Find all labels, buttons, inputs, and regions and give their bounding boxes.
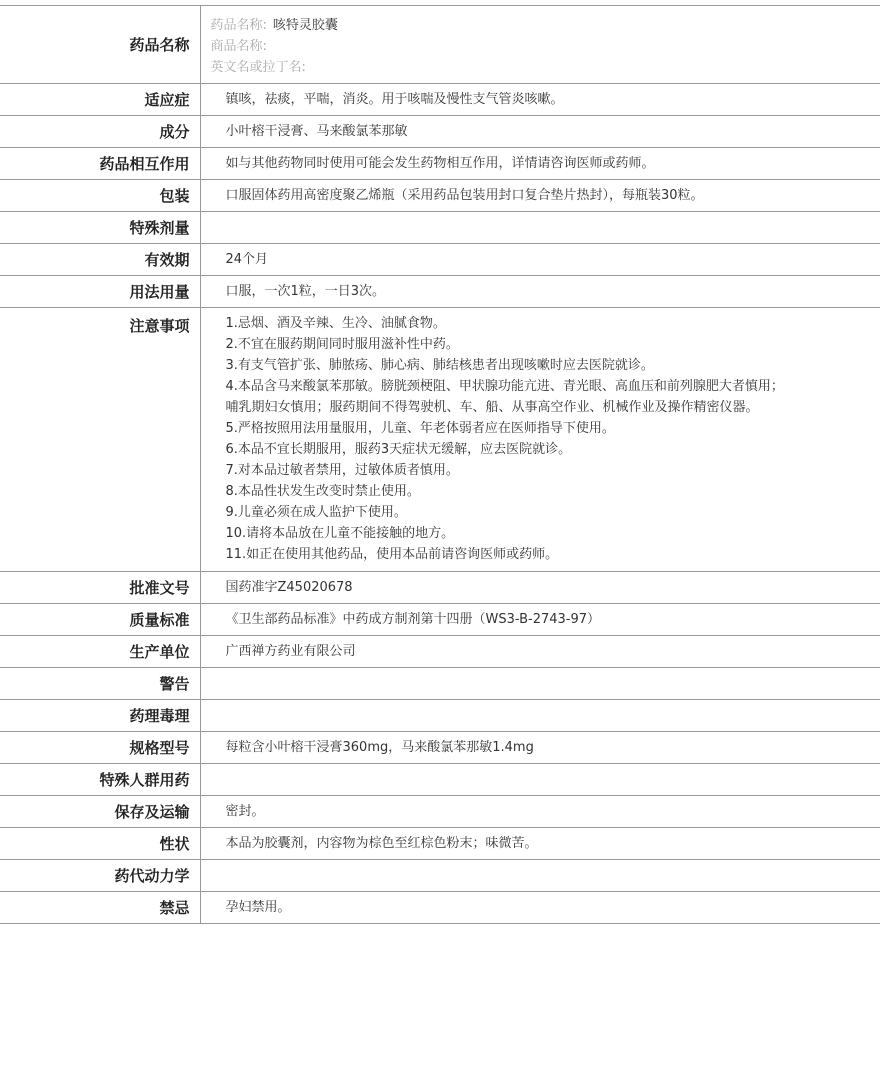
label-warning: 警告 xyxy=(0,668,200,700)
value-approval-number: 国药准字Z45020678 xyxy=(200,572,880,604)
row-contraindications xyxy=(0,892,880,924)
value-packaging: 口服固体药用高密度聚乙烯瓶（采用药品包装用封口复合垫片热封），每瓶装30粒。 xyxy=(200,180,880,212)
row-drug-name xyxy=(0,6,880,84)
row-usage-dosage xyxy=(0,276,880,308)
precaution-item-5: 5.严格按照用法用量服用，儿童、年老体弱者应在医师指导下使用。 xyxy=(225,421,615,436)
precaution-item-7: 7.对本品过敏者禁用，过敏体质者慎用。 xyxy=(225,463,459,478)
row-special-dosage xyxy=(0,212,880,244)
trade-name-line xyxy=(211,36,880,57)
label-special-dosage: 特殊剂量 xyxy=(0,212,200,244)
value-special-populations xyxy=(200,764,880,796)
precaution-item-3: 3.有支气管扩张、肺脓疡、肺心病、肺结核患者出现咳嗽时应去医院就诊。 xyxy=(225,358,654,373)
label-storage-transport: 保存及运输 xyxy=(0,796,200,828)
generic-name-value: 咳特灵胶囊 xyxy=(272,18,338,33)
value-quality-standard: 《卫生部药品标准》中药成方制剂第十四册（WS3-B-2743-97） xyxy=(200,604,880,636)
value-ingredients: 小叶榕干浸膏、马来酸氯苯那敏 xyxy=(200,116,880,148)
precaution-item-6: 6.本品不宜长期服用，服药3天症状无缓解，应去医院就诊。 xyxy=(225,442,572,457)
row-storage-transport xyxy=(0,796,880,828)
value-pharmacokinetics xyxy=(200,860,880,892)
precaution-item-1: 1.忌烟、酒及辛辣、生冷、油腻食物。 xyxy=(225,316,446,331)
label-appearance: 性状 xyxy=(0,828,200,860)
label-contraindications: 禁忌 xyxy=(0,892,200,924)
value-shelf-life: 24个月 xyxy=(200,244,880,276)
row-special-populations xyxy=(0,764,880,796)
english-name-line xyxy=(211,57,880,78)
value-interactions: 如与其他药物同时使用可能会发生药物相互作用，详情请咨询医师或药师。 xyxy=(200,148,880,180)
precaution-item-9: 9.儿童必须在成人监护下使用。 xyxy=(225,505,407,520)
row-manufacturer xyxy=(0,636,880,668)
row-warning xyxy=(0,668,880,700)
generic-name-line xyxy=(211,15,880,36)
row-indications xyxy=(0,84,880,116)
label-pharmacokinetics: 药代动力学 xyxy=(0,860,200,892)
row-precautions xyxy=(0,308,880,572)
label-shelf-life: 有效期 xyxy=(0,244,200,276)
value-precautions xyxy=(200,308,880,572)
label-ingredients: 成分 xyxy=(0,116,200,148)
value-pharmacology-toxicology xyxy=(200,700,880,732)
value-specification: 每粒含小叶榕干浸膏360mg，马来酸氯苯那敏1.4mg xyxy=(200,732,880,764)
row-specification xyxy=(0,732,880,764)
value-storage-transport: 密封。 xyxy=(200,796,880,828)
label-specification: 规格型号 xyxy=(0,732,200,764)
value-usage-dosage: 口服，一次1粒，一日3次。 xyxy=(200,276,880,308)
english-name-label: 英文名或拉丁名: xyxy=(210,60,306,75)
row-packaging xyxy=(0,180,880,212)
label-usage-dosage: 用法用量 xyxy=(0,276,200,308)
precaution-item-10: 10.请将本品放在儿童不能接触的地方。 xyxy=(225,526,455,541)
label-interactions: 药品相互作用 xyxy=(0,148,200,180)
label-special-populations: 特殊人群用药 xyxy=(0,764,200,796)
precaution-item-4: 4.本品含马来酸氯苯那敏。膀胱颈梗阻、甲状腺功能亢进、青光眼、高血压和前列腺肥大者慎用；哺乳期妇女慎用；服药期间不得驾驶机、车、船、从事高空作业、机械作业及操作精密仪器。 xyxy=(225,379,784,415)
value-drug-name xyxy=(200,6,880,84)
value-indications: 镇咳，祛痰，平喘，消炎。用于咳喘及慢性支气管炎咳嗽。 xyxy=(200,84,880,116)
row-pharmacokinetics xyxy=(0,860,880,892)
value-appearance: 本品为胶囊剂，内容物为棕色至红棕色粉末；味微苦。 xyxy=(200,828,880,860)
generic-name-label: 药品名称: xyxy=(210,18,267,33)
row-approval-number xyxy=(0,572,880,604)
label-packaging: 包装 xyxy=(0,180,200,212)
label-manufacturer: 生产单位 xyxy=(0,636,200,668)
value-contraindications: 孕妇禁用。 xyxy=(200,892,880,924)
row-pharmacology-toxicology xyxy=(0,700,880,732)
row-appearance xyxy=(0,828,880,860)
row-ingredients xyxy=(0,116,880,148)
precaution-item-11: 11.如正在使用其他药品，使用本品前请咨询医师或药师。 xyxy=(225,547,559,562)
label-approval-number: 批准文号 xyxy=(0,572,200,604)
row-shelf-life xyxy=(0,244,880,276)
value-special-dosage xyxy=(200,212,880,244)
value-warning xyxy=(200,668,880,700)
precaution-item-8: 8.本品性状发生改变时禁止使用。 xyxy=(225,484,420,499)
drug-info-table xyxy=(0,5,880,924)
label-quality-standard: 质量标准 xyxy=(0,604,200,636)
drug-info-sheet xyxy=(0,5,880,924)
label-drug-name: 药品名称 xyxy=(0,6,200,84)
value-manufacturer: 广西禅方药业有限公司 xyxy=(200,636,880,668)
label-pharmacology-toxicology: 药理毒理 xyxy=(0,700,200,732)
trade-name-label: 商品名称: xyxy=(210,39,267,54)
row-interactions xyxy=(0,148,880,180)
precaution-item-2: 2.不宜在服药期间同时服用滋补性中药。 xyxy=(225,337,459,352)
label-precautions: 注意事项 xyxy=(0,308,200,572)
label-indications: 适应症 xyxy=(0,84,200,116)
row-quality-standard xyxy=(0,604,880,636)
